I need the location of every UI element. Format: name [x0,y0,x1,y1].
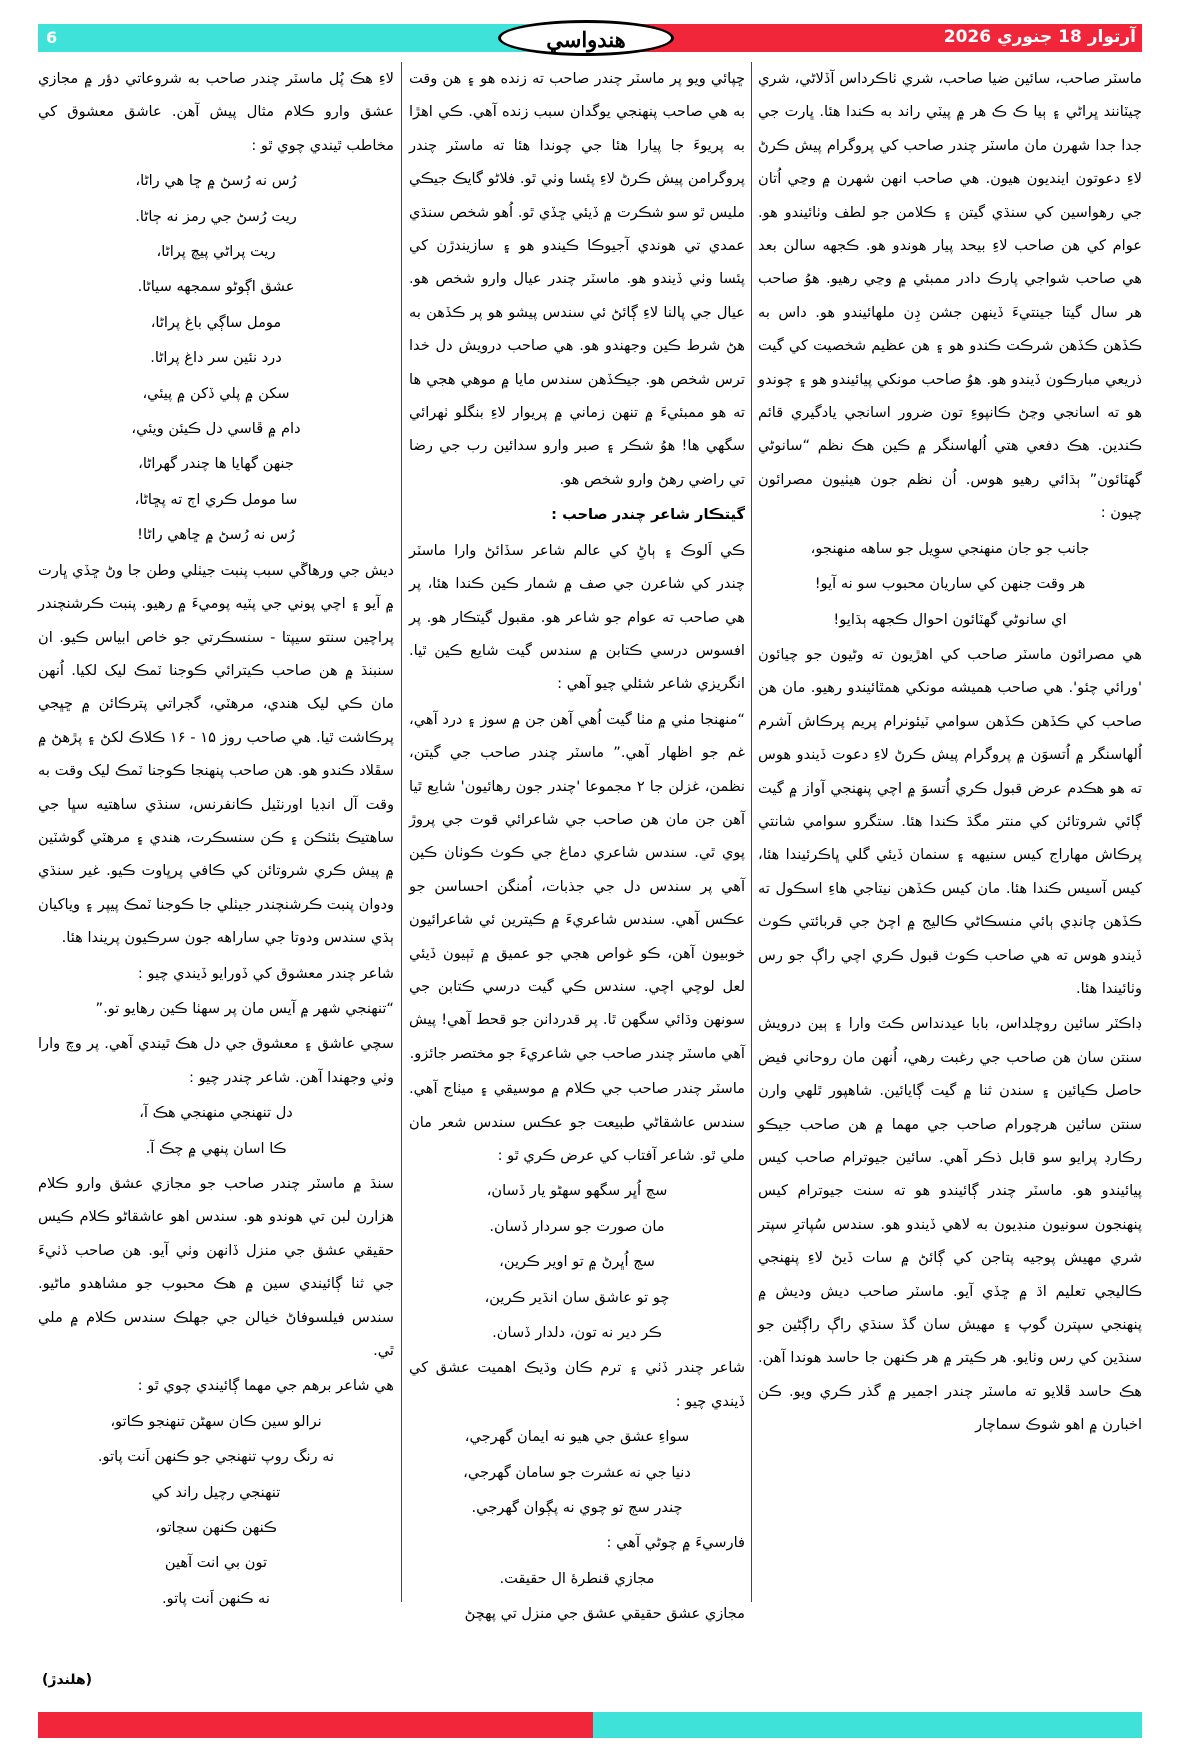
verse-line: جنهن گهايا ها چندر گهراڻا، [138,455,294,473]
article-column-2 [409,62,745,1623]
continued-mark: (هلندڙ) [42,1672,93,1688]
paragraph: “تنهنجي شهر ۾ آيس مان پر سهٺا ڪين رهايو تو.” [95,999,394,1017]
verse-line: ڪر دير نه تون، دلدار ڏسان. [492,1324,662,1342]
column-divider [751,62,752,1602]
newspaper-logo: هندواسي [498,20,674,56]
paragraph: فارسيءَ ۾ چوڻي آهي : [606,1534,745,1552]
verse-line: سواءِ عشق جي هيو نه ايمان گهرجي، [464,1428,690,1446]
verse-line: ڪنهن ڪنهن سڃاتو، [155,1519,277,1537]
verse-line: دنيا جي نه عشرت جو سامان گهرجي، [463,1463,691,1481]
paragraph: ڇپائي ويو پر ماسٽر چندر صاحب ته زنده هو ۽ هن وقت به هي صاحب پنهنجي يوگدان سبب زنده آهي. ڪي اهڙا به پريوءَ جا پيارا هئا جي چوندا هئا ته ماسٽر چندر پروگرامن پيش ڪرڻ لاءِ پئسا وٺي ٿو. فلاڻو گايڪ جيڪي مليس ٿو سو شڪرت ۾ ڏيئي ڇڏي ٿو. اُهو شخص سنڌي عمدي تي هوندي آجيوڪا ڪيندو هو ۽ سازيندڙن کي پئسا وٺي ڏيندو هو. ماسٽر چندر عيال وارو شخص هو. عيال جي پالنا لاءِ ڳائڻ ئي سندس پيشو هو پر ڪڏهن به هڻ شرط ڪين وجهندو هو. هي صاحب درويش دل خدا ترس شخص هو. جيڪڏهن سندس مايا ۾ موهي هجي ها ته هو ممبئيءَ ۾ تنهن زماني ۾ پريوار لاءِ بنگلو ٺهرائي سگهي ها! هوُ شڪر ۽ صبر وارو سدائين رب جي رضا تي راضي رهڻ وارو شخص هو. [409,70,745,488]
paragraph: هي شاعر برهم جي مهما ڳائيندي چوي ٿو : [137,1377,394,1395]
header-bar-left [38,24,538,52]
verse-line: نرالو سين ڪان سهڻن تنهنجو ڪاتو، [110,1412,322,1430]
verse-line: ريت پراڻي پيچ پراڻا، [156,243,276,261]
verse-line: سکن ۾ پلي ڏکن ۾ پيئي، [142,384,290,402]
verse-line: تنهنجي رچيل راند کي [151,1483,281,1501]
verse-line: سا مومل ڪري اڄ ته پڇاڻا، [134,490,298,508]
verse-line: نه ڪنهن اَنت پاتو. [162,1589,270,1607]
paragraph: هي مصرائون ماسٽر صاحب کي اهڙيون ته وڻيون جو چيائون 'ورائي چئو'. هي صاحب هميشه مونکي همٿائيندو رهيو. مان هن صاحب کي ڪڏهن ڪڏهن سوامي ٽيئونرام پريم پرڪاش آشرم اُلهاسنگر ۾ اُتسوَن ۾ پروگرام پيش ڪرڻ لاءِ دعوت ڏيندو هوس ته هو هڪدم عرض قبول ڪري اُتسوَ ۾ اچي پنهنجي آواز ۾ گيت ڳائي شروتائن کي منتر مگڌ ڪندا هئا. ستگرو سوامي شانتي پرڪاش مهاراج کيس سنيهه ۽ سنمان ڏيئي گلي ڀاڪرئيندا هئا، کيس آسيس ڪندا هئا. مان کيس ڪڏهن نيتاجي هاءِ اسڪول ته ڪڏهن چانڊي ٻائي منسڪاڻي ڪاليج ۾ اچڻ جي قربائتي ڪوٺ ڏيندو هوس ته هي صاحب ڪوٺ قبول ڪري اچي راڳ جو رس وٺائيندا هئا. [758,645,1142,997]
verse-line: اي سانوڻي گهٽائون احوال ڪجهه ٻڌايو! [833,610,1067,628]
verse-line: ڪا اسان پنهي ۾ چڪ آ. [145,1139,287,1157]
verse-line: مجازي قنطرهٔ ال حقيقت. [499,1569,655,1587]
paragraph: لاءِ هڪ پُل ماسٽر چندر صاحب به شروعاتي دؤر ۾ مجازي عشق وارو ڪلام مثال پيش آهن. عاشق معشوق کي مخاطب ٿيندي چوي ٿو : [38,70,394,154]
paragraph: شاعر چندر ڏٺي ۽ ترم ڪان وڌيڪ اهميت عشق کي ڏيندي چيو : [409,1359,745,1410]
verse-line: سڄ اُڀر سگهو سهڻو يار ڏسان، [486,1182,668,1200]
verse-line: دام ۾ ڦاسي دل ڪيئن ويئي، [131,420,301,438]
verse-line: سڄ اُڀرڻ ۾ تو اوير ڪرين، [499,1253,655,1271]
verse-line: هر وقت جنهن کي ساريان محبوب سو نه آيو! [814,575,1086,593]
section-heading: گيتڪار شاعر چندر صاحب : [551,506,745,524]
verse-line: تون بي انت آهين [164,1554,268,1572]
paragraph: ماسٽر صاحب، سائين ضيا صاحب، شري ٺاڪرداس آڏلاڻي، شري چيٽانند ڀراڻي ۽ ٻيا ڪ ڪ هر ۾ پيٽي راند به ڪندا هئا. ڀارت جي جدا جدا شهرن مان ماسٽر چندر صاحب کي پروگرام پيش ڪرڻ لاءِ دعوتون اينديون هيون. هي صاحب انهن شهرن ۾ وڃي اُتان جي رهواسين کي سنڌي گيتن ۽ ڪلامن جو لطف وٺائيندو هو. عوام کي هن صاحب لاءِ بيحد پيار هوندو هو. ڪجهه سالن بعد هي صاحب شواجي پارڪ دادر ممبئي ۾ وڃي رهيو. هوُ صاحب هر سال گيتا جينتيءَ ڏينهن جشن ڊِن ملهائيندو هو. داس به ڪڏهن ڪڏهن شرڪت ڪندو هو ۽ هن عظيم شخصيت کي گيت ذريعي مبارڪون ڏيندو هو. هوُ صاحب مونکي پيائيندو هو ۽ چوندو هو ته اسانجي وڃڻ ڪانپوءِ تون ضرور اسانجي يادگيري قائم ڪندين. هڪ دفعي هتي اُلهاسنگر ۾ ڪين هڪ نظم “سانوڻي گهٽائون” ٻڌائي رهيو هوس. اُن نظم جون هيٺيون مصرائون چيون : [758,70,1142,522]
verse-line: درد نئين سر داغ پراڻا. [150,349,282,367]
verse-line: نه رنگ روپ تنهنجي جو ڪنهن اَنت پاتو. [97,1448,335,1466]
paragraph: مجازي عشق حقيقي عشق جي منزل تي پهچڻ [464,1605,745,1623]
verse-line: دل تنهنجي منهنجي هڪ آ، [139,1104,293,1122]
column-divider [401,62,402,1602]
verse-line: چندر سڄ تو چوي نه پڳوان گهرجي. [471,1499,683,1517]
article-column-1 [758,62,1142,1602]
article-column-3 [38,62,394,1607]
page-number: 6 [46,28,58,47]
paragraph: سنڌ ۾ ماسٽر چندر صاحب جو مجازي عشق وارو ڪلام هزارن لبن تي هوندو هو. سندس اهو عاشقاڻو ڪلام ڪيس حقيقي عشق جي منزل ڏانهن وٺي آيو. هن صاحب ڏٺيءَ جي ثنا ڳائيندي سين ۾ هڪ محبوب جو مشاهدو ماڻيو. سندس فيلسوفاڻ خيالن جي جهلڪ سندس ڪلام ۾ ملي ٿي. [38,1175,394,1360]
verse-line: عشق اڳوڻو سمجهه سياڻا. [137,278,295,296]
footer-bar-left [38,1712,593,1738]
paragraph: ڊاڪٽر سائين روچلداس، بابا عيدنداس ڪٽ وارا ۽ ٻين درويش سنتن سان هن صاحب جي رغبت رهي، اُنهن مان روحاني فيض حاصل ڪيائين ۽ سندن ثنا ۾ گيت ڳايائين. شاهپور ٿلهي وارن سنتن سائين هرچورام صاحب جي مهما ۾ هن صاحب جيڪو رڪارڊ پرايو سو قابل ذڪر آهي. سائين جيوترام صاحب کيس پيائيندو هو. ماسٽر چندر ڳائيندو هو ته سنت جيوترام کيس پنهنجون سونيون منڊيون به لاهي ڏيندو هو. سندس سُپاترِ سپتر شري مهيش پوجيه پتاجن کي ڳائڻ ۾ سات ڏيڻ لاءِ پنهنجي ڪاليجي تعليم اڌ ۾ ڇڏي آيو. ماسٽر صاحب ديش وديش ۾ پنهنجي سپترن گوپ ۽ مهيش سان گڏ سنڌي راڳ راڳڻين جو سنڌين کي رس وٺايو. هر ڪيتر ۾ هر ڪنهن جا حاسد هوندا آهن. هڪ حاسد ڦلايو ته ماسٽر چندر اجمير ۾ گذر ڪري ويو. ڪن اخبارن ۾ اهو شوڪ سماچار [758,1015,1142,1434]
paragraph: ديش جي ورهاڱي سبب پنبت جيٺلي وطن جا وڻ ڇڏي ڀارت ۾ آيو ۽ اچي پوني جي پٽيه پوميءَ ۾ رهيو. پنبت ڪرشنچندر پراچين سنتو سيپتا - سنسڪرتي جو خاص ابياس ڪيو. ان سنبنڌ ۾ هن صاحب ڪيترائي ڪوجنا ٽمڪ ليک لکيا. اُنهن مان ڪي ليک هندي، مرهٽي، گجراتي پترڪائن ۾ ڇڀجي پرڪاشت ٿيا. هي صاحب روز ۱۵ - ۱۶ ڪلاڪ لکڻ ۽ پڙهڻ ۾ سڦلاد ڪندو هو. هن صاحب پنهنجا ڪوجنا ٽمڪ ليک وقت به وقت آل انڊيا اورنٽيل ڪانفرنس، سنڌي ساهتيه سڀا جي ساهتيڪ بئٺڪن ۽ ڪن سنسڪرت، هندي ۽ مرهٽي گوشٽين ۾ پيش ڪري شروتائن کي ڪافي پرڀاوت ڪيو. غير سنڌي ودوان پنبت ڪرشنچندر جيٺلي جا ڪوجنا ٽمڪ پيپر ۽ وياکيان ٻڌي سندس ودوتا جي ساراهه جون سرڪيون پريندا هئا. [38,561,394,947]
verse-line: مان صورت جو سردار ڏسان. [489,1217,665,1235]
paragraph: ڪي اَلوڪ ۽ ٻاڻِ کي عالم شاعر سڏائڻ وارا ماسٽر چندر کي شاعرن جي صف ۾ شمار ڪين ڪندا هئا، پر هي صاحب ته عوام جو شاعر هو. مقبول گيتڪار هو. پر افسوس درسي ڪتابن ۾ سندس گيت شايع ڪين ٿيا. انگريزي شاعر شئلي چيو آهي : [409,541,745,693]
verse-line: مومل ساڳي باغ پراڻا، [150,313,282,331]
footer-bar-right [593,1712,1142,1738]
paragraph: ماسٽر چندر صاحب جي ڪلام ۾ موسيقي ۽ ميٺاج آهي. سندس عاشقاڻي طبيعت جو عڪس سندس شعر مان ملي ٿو. شاعر آفتاب کي عرض ڪري ٿو : [409,1080,745,1164]
issue-date: آرتوار 18 جنوري 2026 [943,27,1136,47]
paragraph: شاعر چندر معشوق کي ڏورايو ڏيندي چيو : [137,964,394,982]
verse-line: جانب جو جان منهنجي سوِيل جو ساهه منهنجو، [810,539,1090,557]
verse-line: چو تو عاشق سان انڌير ڪرين، [484,1288,670,1306]
verse-line: رُس نه رُسڻ ۾ ڇاهي راڻا! [137,526,295,544]
paragraph: سچي عاشق ۽ معشوق جي دل هڪ ٿيندي آهي. پر وچ وارا وٺي وجهندا آهن. شاعر چندر چيو : [38,1035,394,1086]
paragraph: “منهنجا مٺي ۾ مٺا گيت اُهي آهن جن ۾ سوز ۽ درد آهي، غم جو اظهار آهي.” ماسٽر چندر صاحب جي گيتن، نظمن، غزلن جا ۲ مجموعا 'چندر جون رهائيون' شايع ٿيا آهن جن مان هن صاحب جي شاعرائي قوت جي پروڙ پوي ٿي. سندس شاعري دماغ جي ڪوٺ ڪوٺان ڪين آهي پر سندس دل جي جذبات، اُمنگن احساسن جو عڪس آهي. سندس شاعريءَ ۾ ڪيترين ئي شاعرائيون خوبيون آهن، ڪو غواص هجي جو عميق ۾ ٽٻيون ڏيئي لعل لوچي اچي. سندس ڪي گيت درسي ڪتابن جي سونهن وڌائي سگهن ٿا. پر قدردانن جو قحط آهي! پيش آهي ماسٽر چندر صاحب جي شاعريءَ جو مختصر جائزو. [409,710,745,1062]
verse-line: ريت رُسڻ جي رمز نه ڄاڻا. [135,207,297,225]
verse-line: رُس نه رُسڻ ۾ ڇا هي راڻا، [135,172,297,190]
